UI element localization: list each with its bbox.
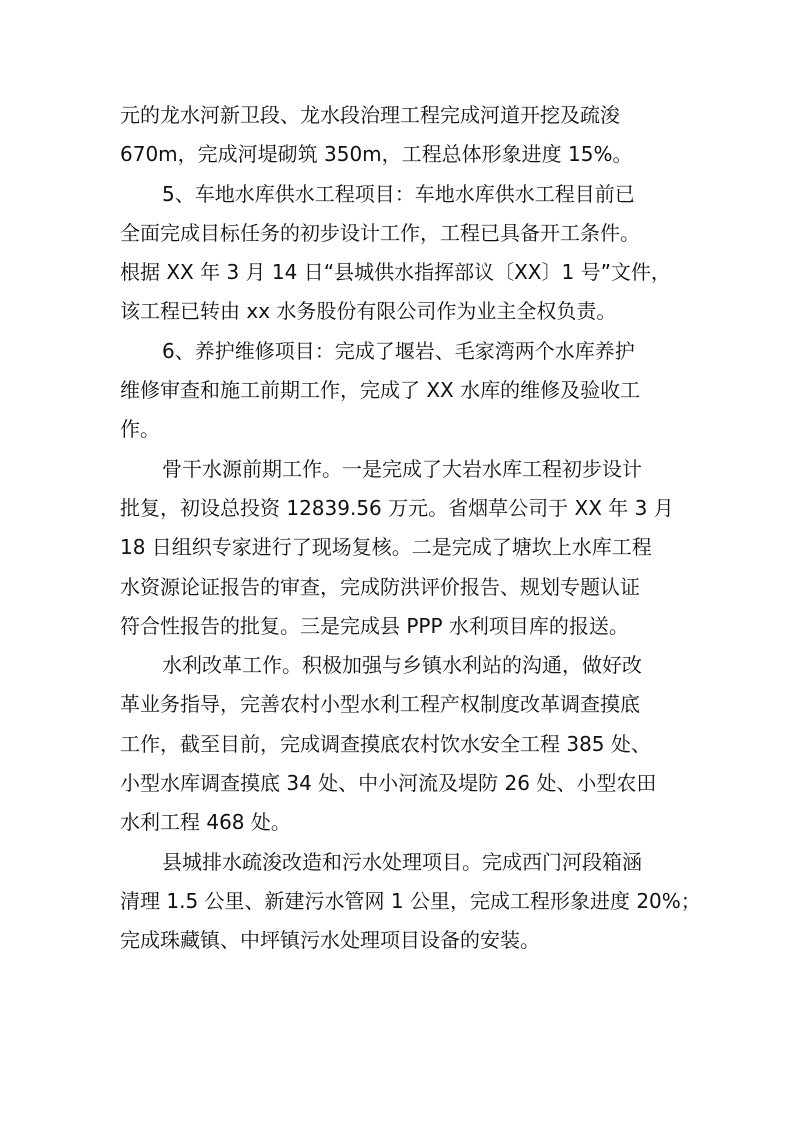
paragraph-start-line: 县城排水疏浚改造和污水处理项目。完成西门河段箱涵 [162,849,642,874]
text-line: 清理 1.5 公里、新建污水管网 1 公里，完成工程形象进度 20%； [120,888,701,913]
text-line: 该工程已转由 xx 水务股份有限公司作为业主全权负责。 [120,299,617,324]
text-line: 作。 [120,417,160,442]
paragraph-start-line: 6、养护维修项目：完成了堰岩、毛家湾两个水库养护 [162,338,635,363]
paragraph-start-line: 5、车地水库供水工程项目：车地水库供水工程目前已 [162,181,635,206]
text-line: 革业务指导，完善农村小型水利工程产权制度改革调查摸底 [120,692,640,717]
text-line: 根据 XX 年 3 月 14 日“县城供水指挥部议〔XX〕1 号”文件， [120,260,671,285]
text-line: 小型水库调查摸底 34 处、中小河流及堤防 26 处、小型农田 [120,771,657,796]
text-line: 工作，截至目前，完成调查摸底农村饮水安全工程 385 处、 [120,731,651,756]
text-line: 完成珠藏镇、中坪镇污水处理项目设备的安装。 [120,928,540,953]
text-line: 维修审查和施工前期工作，完成了 XX 水库的维修及验收工 [120,378,641,403]
text-line: 元的龙水河新卫段、龙水段治理工程完成河道开挖及疏浚 [120,103,620,127]
paragraph-start-line: 水利改革工作。积极加强与乡镇水利站的沟通，做好改 [162,653,642,678]
text-line: 水利工程 468 处。 [120,810,291,835]
paragraph-start-line: 骨干水源前期工作。一是完成了大岩水库工程初步设计 [162,456,642,481]
document-body [120,96,700,961]
text-line: 18 日组织专家进行了现场复核。二是完成了塘坎上水库工程 [120,535,652,560]
text-line: 批复，初设总投资 12839.56 万元。省烟草公司于 XX 年 3 月 [120,495,674,520]
text-line: 全面完成目标任务的初步设计工作，工程已具备开工条件。 [120,220,640,245]
text-line: 水资源论证报告的审查，完成防洪评价报告、规划专题认证 [120,574,640,599]
text-line: 符合性报告的批复。三是完成县 PPP 水利项目库的报送。 [120,613,629,638]
text-line: 670m，完成河堤砌筑 350m，工程总体形象进度 15%。 [120,142,633,167]
